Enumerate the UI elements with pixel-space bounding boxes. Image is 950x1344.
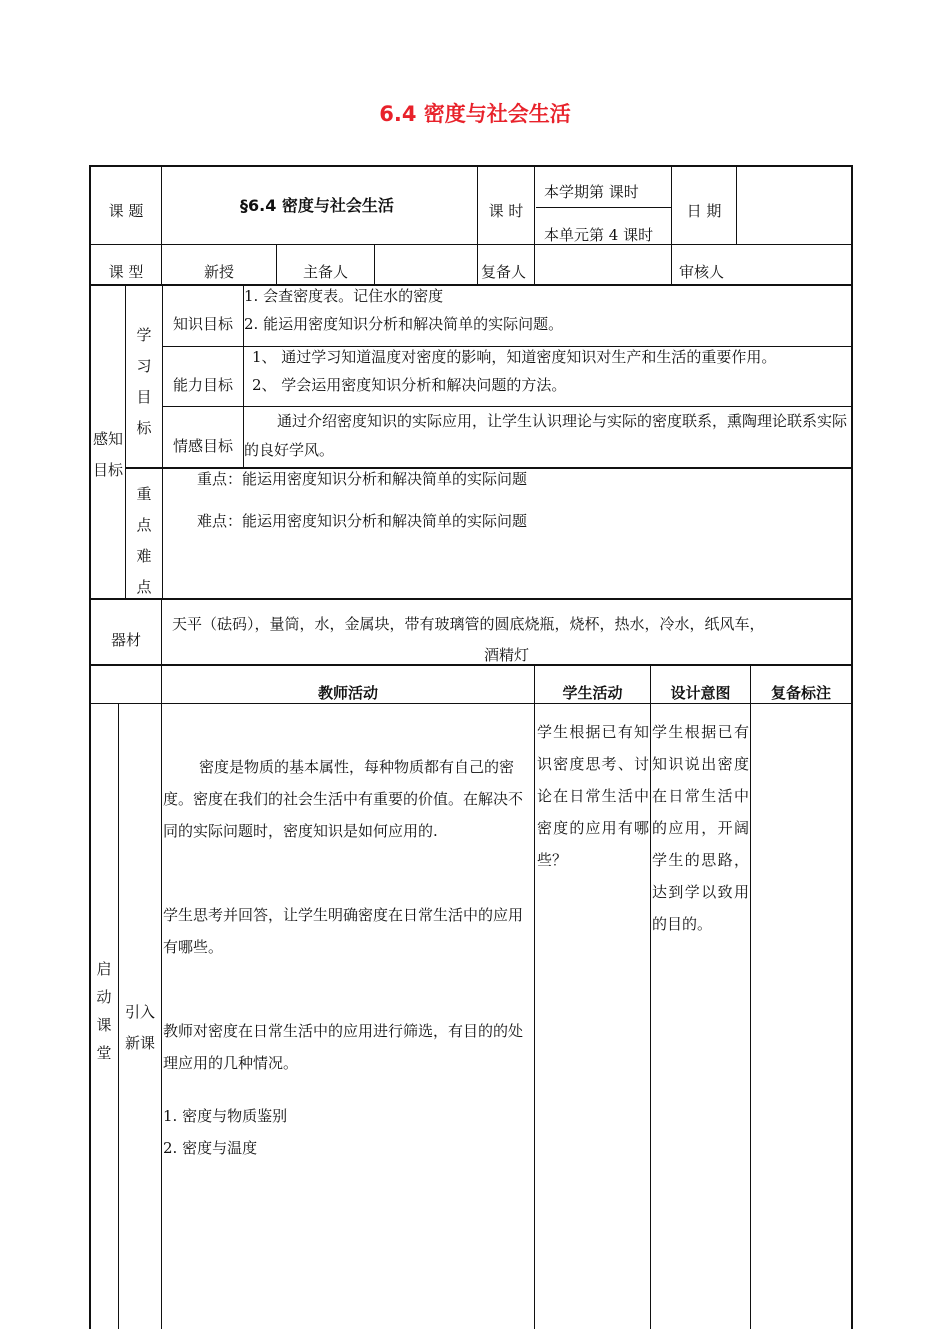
design-intent-header: 设计意图 — [670, 684, 731, 702]
teacher-paragraph-2: 学生思考并回答，让学生明确密度在日常生活中的应用有哪些。 — [163, 906, 524, 956]
stage-label: 启动课堂 — [96, 960, 112, 1062]
type-label: 课 型 — [108, 263, 144, 281]
equipment-label: 器材 — [110, 631, 141, 649]
topic-value: §6.4 密度与社会生活 — [240, 196, 394, 215]
student-activity-text: 学生根据已有知识密度思考、讨论在日常生活中密度的应用有哪些？ — [537, 723, 649, 869]
teacher-paragraph-1: 密度是物质的基本属性，每种物质都有自己的密度。密度在我们的社会生活中有重要的价值。在解决不同的实际问题时，密度知识是如何应用的. — [163, 758, 524, 840]
knowledge-goal-1: 1. 会查密度表。记住水的密度 — [244, 287, 444, 305]
equipment-line-2: 酒精灯 — [483, 646, 529, 664]
teacher-paragraph-3: 教师对密度在日常生活中的应用进行筛选，有目的的处理应用的几种情况。 — [163, 1022, 524, 1072]
key-difficult-label: 重点难点 — [136, 485, 152, 596]
step-label: 引入新课 — [124, 1003, 155, 1052]
teacher-item-2: 2. 密度与温度 — [163, 1139, 258, 1157]
review-note-header: 复备标注 — [770, 684, 831, 702]
design-intent-text: 学生根据已有知识说出密度在日常生活中的应用，开阔学生的思路，达到学以致用的目的。 — [652, 723, 749, 933]
knowledge-goal-2: 2. 能运用密度知识分析和解决简单的实际问题。 — [244, 315, 564, 333]
topic-label: 课 题 — [108, 202, 144, 220]
knowledge-goal-label: 知识目标 — [172, 315, 233, 333]
perception-goals-label: 感知目标 — [92, 430, 123, 479]
difficult-point: 难点：能运用密度知识分析和解决简单的实际问题 — [197, 512, 528, 530]
learning-goals-label: 学习目标 — [136, 326, 152, 437]
equipment-line-1: 天平（砝码），量筒，水，金属块，带有玻璃管的圆底烧瓶，烧杯，热水，冷水，纸风车， — [172, 615, 765, 633]
date-label: 日 期 — [686, 202, 722, 220]
ability-goal-2: 2、 学会运用密度知识分析和解决问题的方法。 — [252, 376, 567, 394]
emotion-goal-text: 通过介绍密度知识的实际应用，让学生认识理论与实际的密度联系，熏陶理论联系实际的良好学风。 — [244, 412, 848, 459]
type-value: 新授 — [203, 263, 234, 281]
main-prep-label: 主备人 — [302, 263, 348, 281]
ability-goal-label: 能力目标 — [172, 376, 233, 394]
key-point: 重点：能运用密度知识分析和解决简单的实际问题 — [197, 470, 528, 488]
review-prep-label: 复备人 — [481, 263, 527, 281]
hours-label: 课 时 — [488, 202, 524, 220]
auditor-label: 审核人 — [679, 263, 725, 281]
document-title: 6.4 密度与社会生活 — [379, 102, 571, 126]
emotion-goal-label: 情感目标 — [172, 437, 233, 455]
hours-semester: 本学期第 课时 — [544, 183, 639, 201]
ability-goal-1: 1、 通过学习知道温度对密度的影响，知道密度知识对生产和生活的重要作用。 — [252, 348, 777, 366]
teacher-activity-header: 教师活动 — [317, 684, 378, 702]
teacher-item-1: 1. 密度与物质鉴别 — [163, 1107, 288, 1125]
student-activity-header: 学生活动 — [562, 684, 623, 702]
hours-unit: 本单元第 4 课时 — [544, 226, 654, 244]
